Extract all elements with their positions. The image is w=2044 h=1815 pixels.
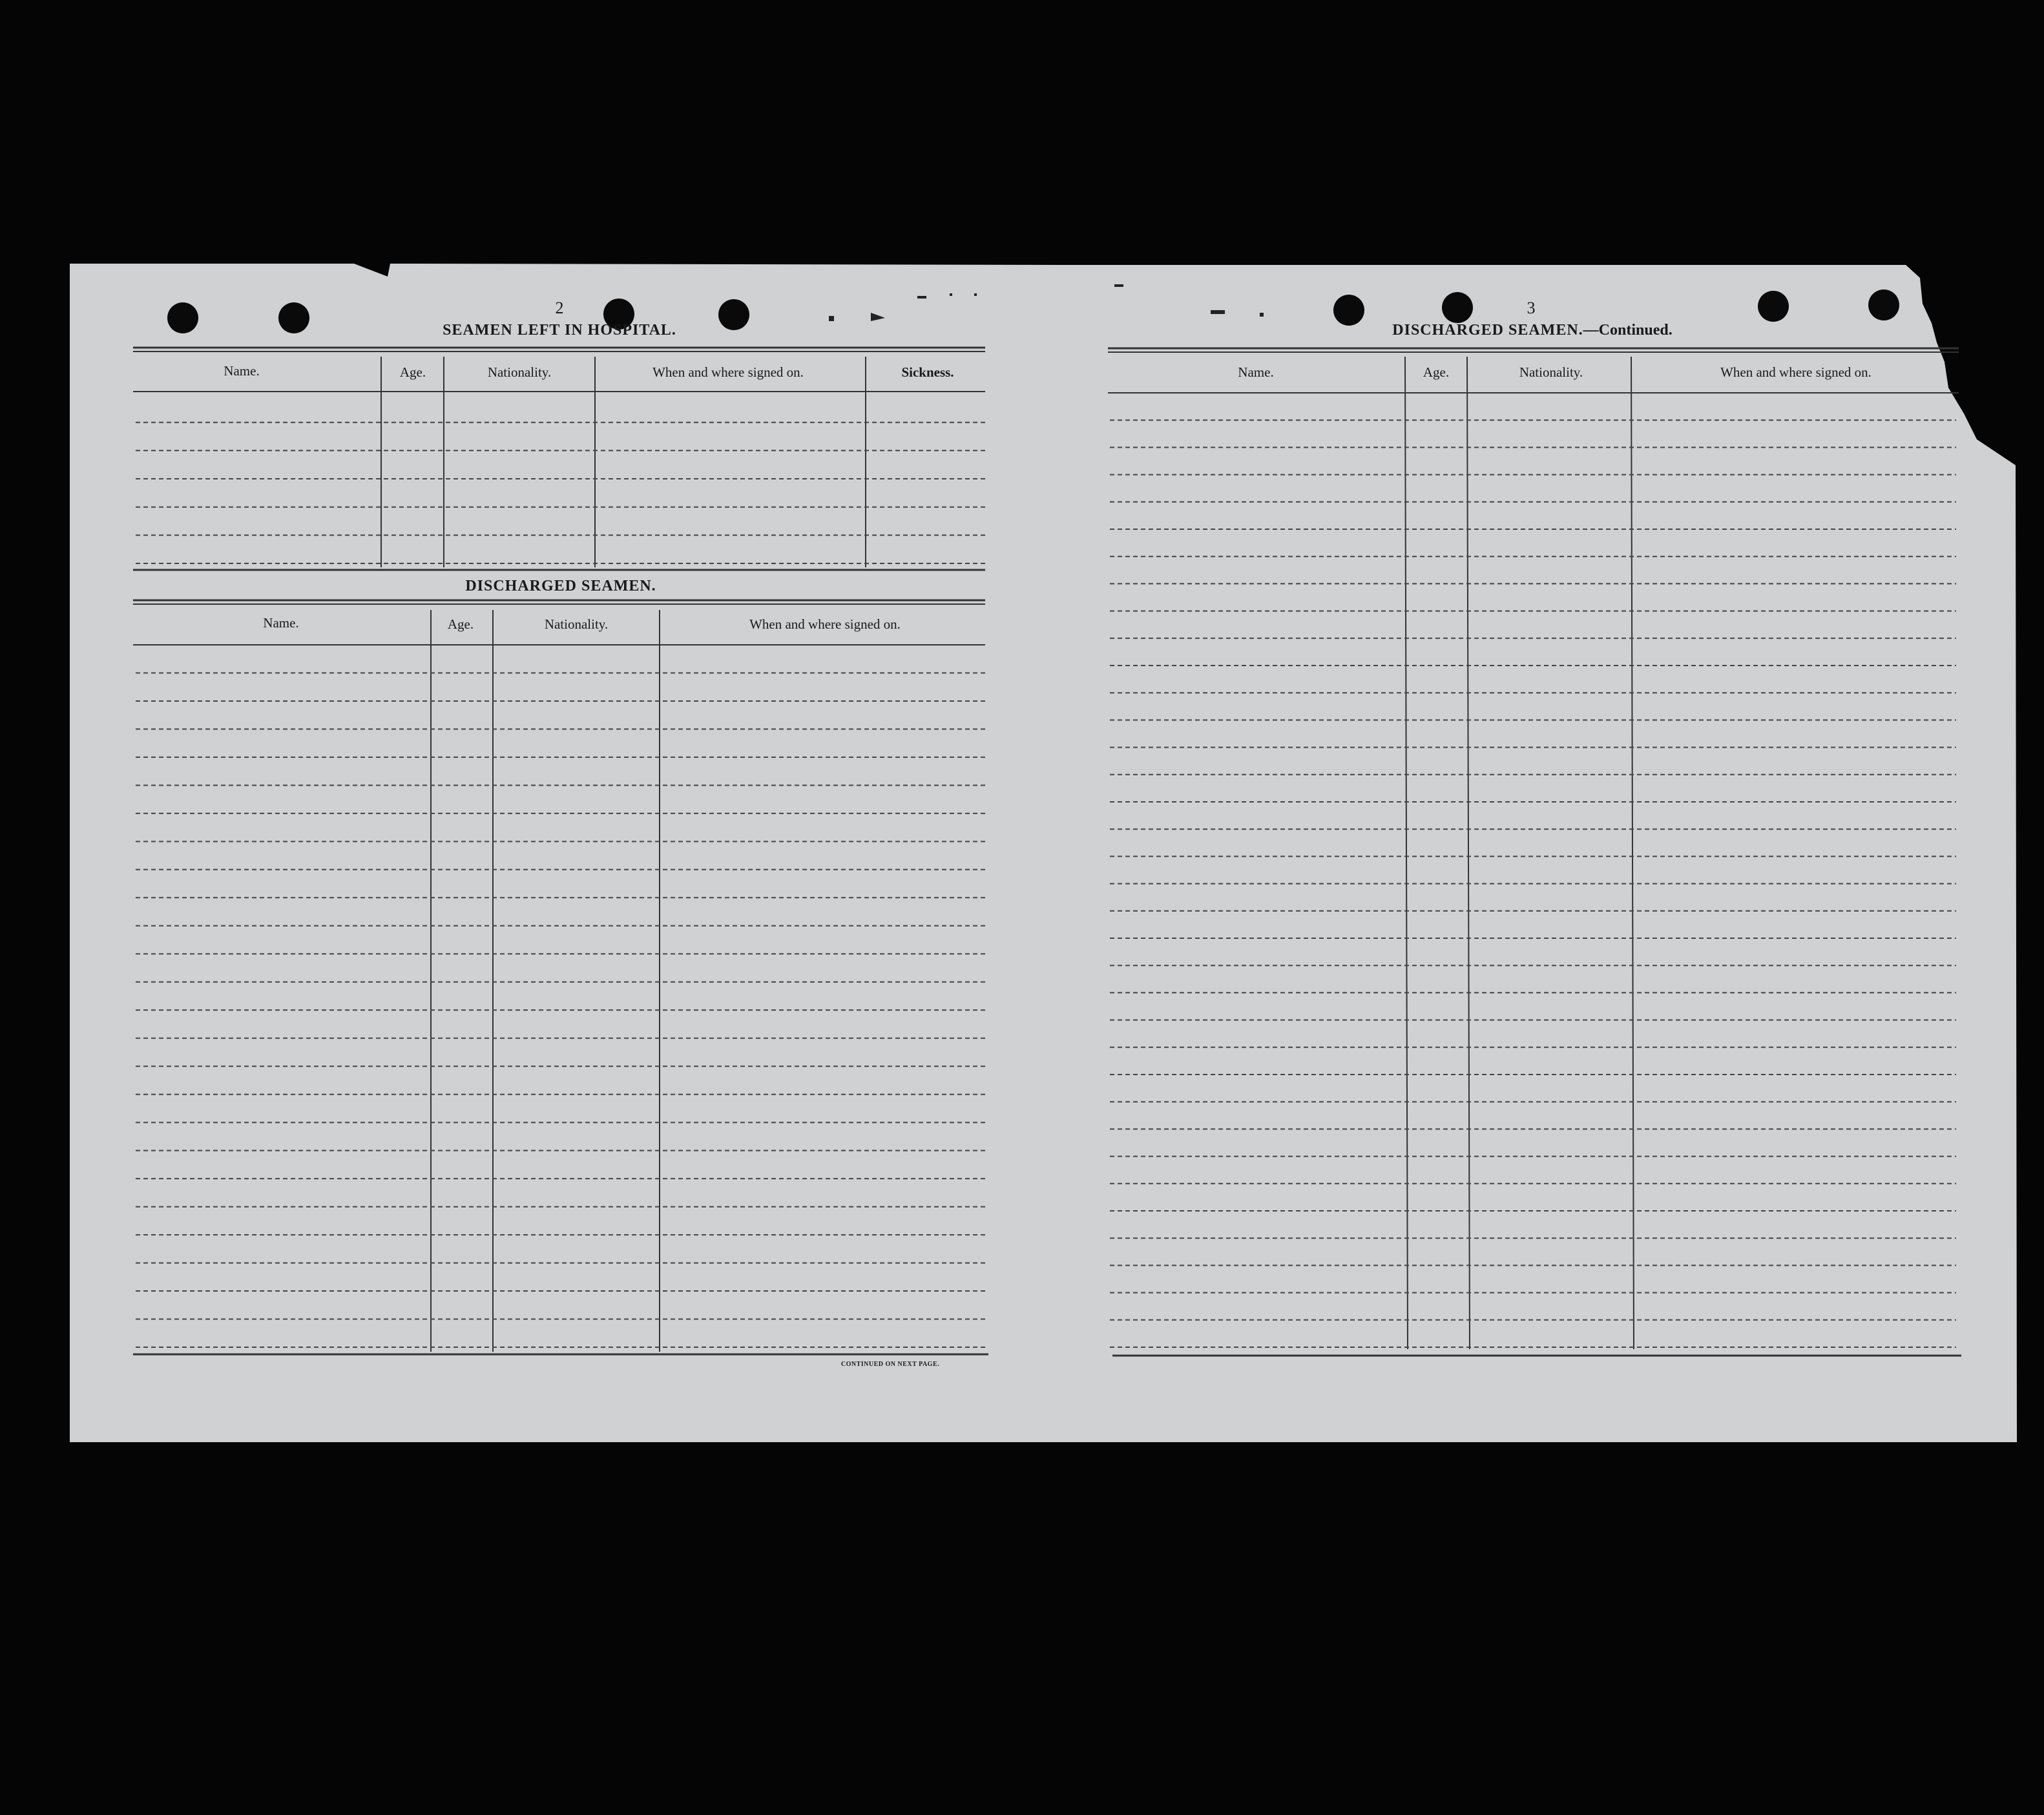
hospital-col-nationality: Nationality. — [487, 364, 552, 380]
discharged-col-age: Age. — [447, 616, 474, 632]
hospital-section-title: SEAMEN LEFT IN HOSPITAL. — [443, 322, 676, 339]
discharged-col-name: Name. — [263, 615, 299, 631]
continued-col-signed-on: When and where signed on. — [1720, 364, 1872, 380]
punch-hole — [1442, 292, 1473, 323]
continued-col-age: Age. — [1423, 364, 1450, 380]
continued-title-main: DISCHARGED SEAMEN. — [1392, 322, 1583, 339]
hospital-col-name: Name. — [224, 363, 260, 379]
punch-hole — [167, 302, 198, 333]
punch-hole — [1333, 295, 1364, 326]
hospital-col-age: Age. — [399, 364, 426, 380]
punch-hole — [1758, 291, 1789, 322]
page-number-right: 3 — [1527, 299, 1536, 317]
hospital-col-sickness: Sickness. — [901, 364, 954, 380]
continued-col-nationality: Nationality. — [1519, 364, 1583, 380]
punch-hole — [1868, 289, 1899, 320]
hospital-col-signed-on: When and where signed on. — [652, 364, 804, 380]
continued-col-name: Name. — [1238, 364, 1274, 380]
continued-title-suffix: —Continued. — [1583, 322, 1673, 339]
discharged-col-nationality: Nationality. — [544, 616, 609, 632]
punch-hole — [718, 299, 749, 330]
punch-hole — [278, 302, 309, 333]
continued-section-title — [1392, 322, 1672, 339]
continued-footer: CONTINUED ON NEXT PAGE. — [840, 1361, 940, 1368]
discharged-section-title: DISCHARGED SEAMEN. — [465, 578, 656, 594]
page-number-left: 2 — [555, 299, 564, 317]
discharged-col-signed-on: When and where signed on. — [749, 616, 901, 632]
